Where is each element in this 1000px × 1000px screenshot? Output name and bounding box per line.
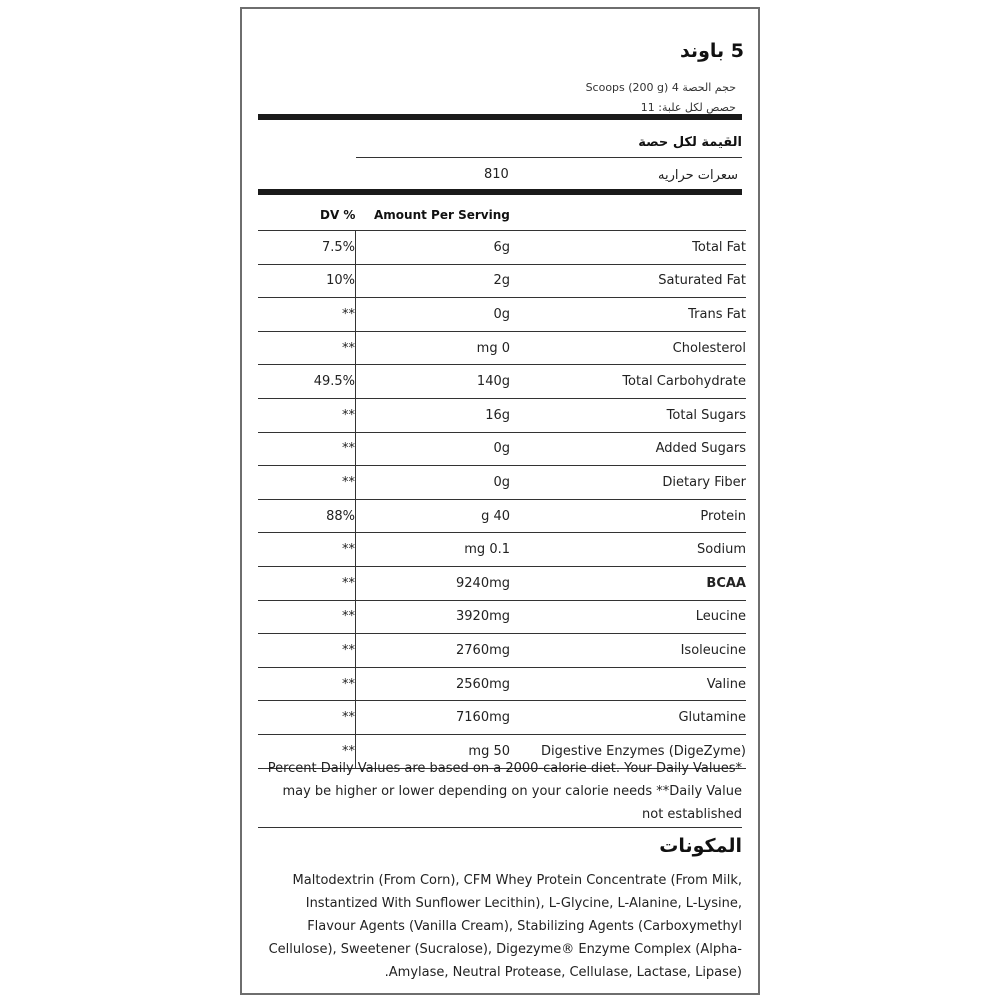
ingredients-title: المكونات: [659, 835, 742, 857]
nutrient-name: Saturated Fat: [510, 264, 746, 298]
daily-value-footnote: Percent Daily Values are based on a 2000-calorie diet. Your Daily Values* may be higher or lower depending on your calorie needs **Daily Value not established: [267, 761, 742, 822]
nutrient-dv: **: [258, 634, 356, 668]
nutrient-name: Trans Fat: [510, 298, 746, 332]
nutrient-dv: **: [258, 466, 356, 500]
nutrient-name: Cholesterol: [510, 331, 746, 365]
nutrient-dv: **: [258, 331, 356, 365]
nutrient-name: Total Sugars: [510, 398, 746, 432]
nutrient-row: [258, 264, 746, 298]
nutrient-name: Isoleucine: [510, 634, 746, 668]
nutrient-row: [258, 667, 746, 701]
nutrient-row: [258, 432, 746, 466]
divider-thick: [258, 189, 742, 195]
product-size-title: 5 باوند: [679, 40, 744, 62]
nutrient-dv: **: [258, 533, 356, 567]
nutrient-name: Sodium: [510, 533, 746, 567]
nutrient-dv: 49.5%: [258, 365, 356, 399]
nutrient-dv: 88%: [258, 499, 356, 533]
nutrient-amount: 2560mg: [356, 667, 511, 701]
per-serving-label: القيمة لكل حصة: [638, 135, 742, 150]
nutrient-row: [258, 466, 746, 500]
nutrient-dv: **: [258, 298, 356, 332]
nutrient-row: [258, 398, 746, 432]
nutrient-name: BCAA: [510, 566, 746, 600]
nutrient-name: Glutamine: [510, 701, 746, 735]
nutrient-dv: **: [258, 734, 356, 768]
nutrient-row: [258, 701, 746, 735]
nutrient-dv: **: [258, 600, 356, 634]
nutrient-row: [258, 365, 746, 399]
ingredients-text: Maltodextrin (From Corn), CFM Whey Protein Concentrate (From Milk, Instantized With Sunflower Lecithin), L-Glycine, L-Alanine, L-Lysine, Flavour Agents (Vanilla Cream), Stabilizing Agents (Carboxymethyl Cellulose), Sweetener (Sucralose), Digezyme® Enzyme Complex (Alpha-Amylase, Neutral Protease, Cellulase, Lactase, Lipase).: [268, 873, 742, 980]
calories-label: سعرات حراريه: [657, 168, 738, 183]
nutrient-dv: **: [258, 432, 356, 466]
nutrient-dv: **: [258, 701, 356, 735]
nutrient-amount: 2760mg: [356, 634, 511, 668]
nutrient-row: [258, 231, 746, 265]
nutrient-name: Total Carbohydrate: [510, 365, 746, 399]
nutrient-amount: mg 0.1: [356, 533, 511, 567]
nutrient-name: Total Fat: [510, 231, 746, 265]
nutrient-row: [258, 566, 746, 600]
nutrition-facts-panel: [240, 7, 760, 995]
nutrient-dv: 10%: [258, 264, 356, 298]
nutrient-dv: 7.5%: [258, 231, 356, 265]
nutrient-row: [258, 600, 746, 634]
nutrient-amount: 7160mg: [356, 701, 511, 735]
nutrient-amount: 140g: [356, 365, 511, 399]
nutrient-amount: 6g: [356, 231, 511, 265]
divider-thick: [258, 114, 742, 120]
nutrient-amount: 2g: [356, 264, 511, 298]
nutrient-amount: 0g: [356, 466, 511, 500]
nutrient-dv: **: [258, 667, 356, 701]
serving-size: حجم الحصة 4 Scoops (200 g): [585, 81, 736, 94]
nutrient-row: [258, 499, 746, 533]
divider-thin: [356, 157, 742, 158]
nutrient-row: [258, 634, 746, 668]
nutrient-amount: g 40: [356, 499, 511, 533]
nutrient-name: Added Sugars: [510, 432, 746, 466]
nutrient-table: [258, 230, 746, 769]
nutrient-name: Leucine: [510, 600, 746, 634]
nutrient-name: Protein: [510, 499, 746, 533]
nutrient-amount: 16g: [356, 398, 511, 432]
nutrient-amount: 3920mg: [356, 600, 511, 634]
nutrient-row: [258, 298, 746, 332]
nutrient-amount: mg 0: [356, 331, 511, 365]
nutrient-amount: 0g: [356, 298, 511, 332]
servings-per-container: حصص لكل علبة: 11: [640, 101, 736, 114]
header-dv: DV %: [320, 208, 356, 222]
nutrient-amount: 0g: [356, 432, 511, 466]
calories-value: 810: [484, 167, 509, 182]
nutrient-row: [258, 533, 746, 567]
nutrient-name: Digestive Enzymes (DigeZyme): [510, 734, 746, 768]
nutrient-name: Valine: [510, 667, 746, 701]
nutrient-amount: mg 50: [356, 734, 511, 768]
nutrient-dv: **: [258, 566, 356, 600]
divider-thin: [258, 827, 742, 828]
header-amount: Amount Per Serving: [374, 208, 510, 222]
nutrient-dv: **: [258, 398, 356, 432]
nutrient-row: [258, 331, 746, 365]
nutrient-name: Dietary Fiber: [510, 466, 746, 500]
nutrient-amount: 9240mg: [356, 566, 511, 600]
